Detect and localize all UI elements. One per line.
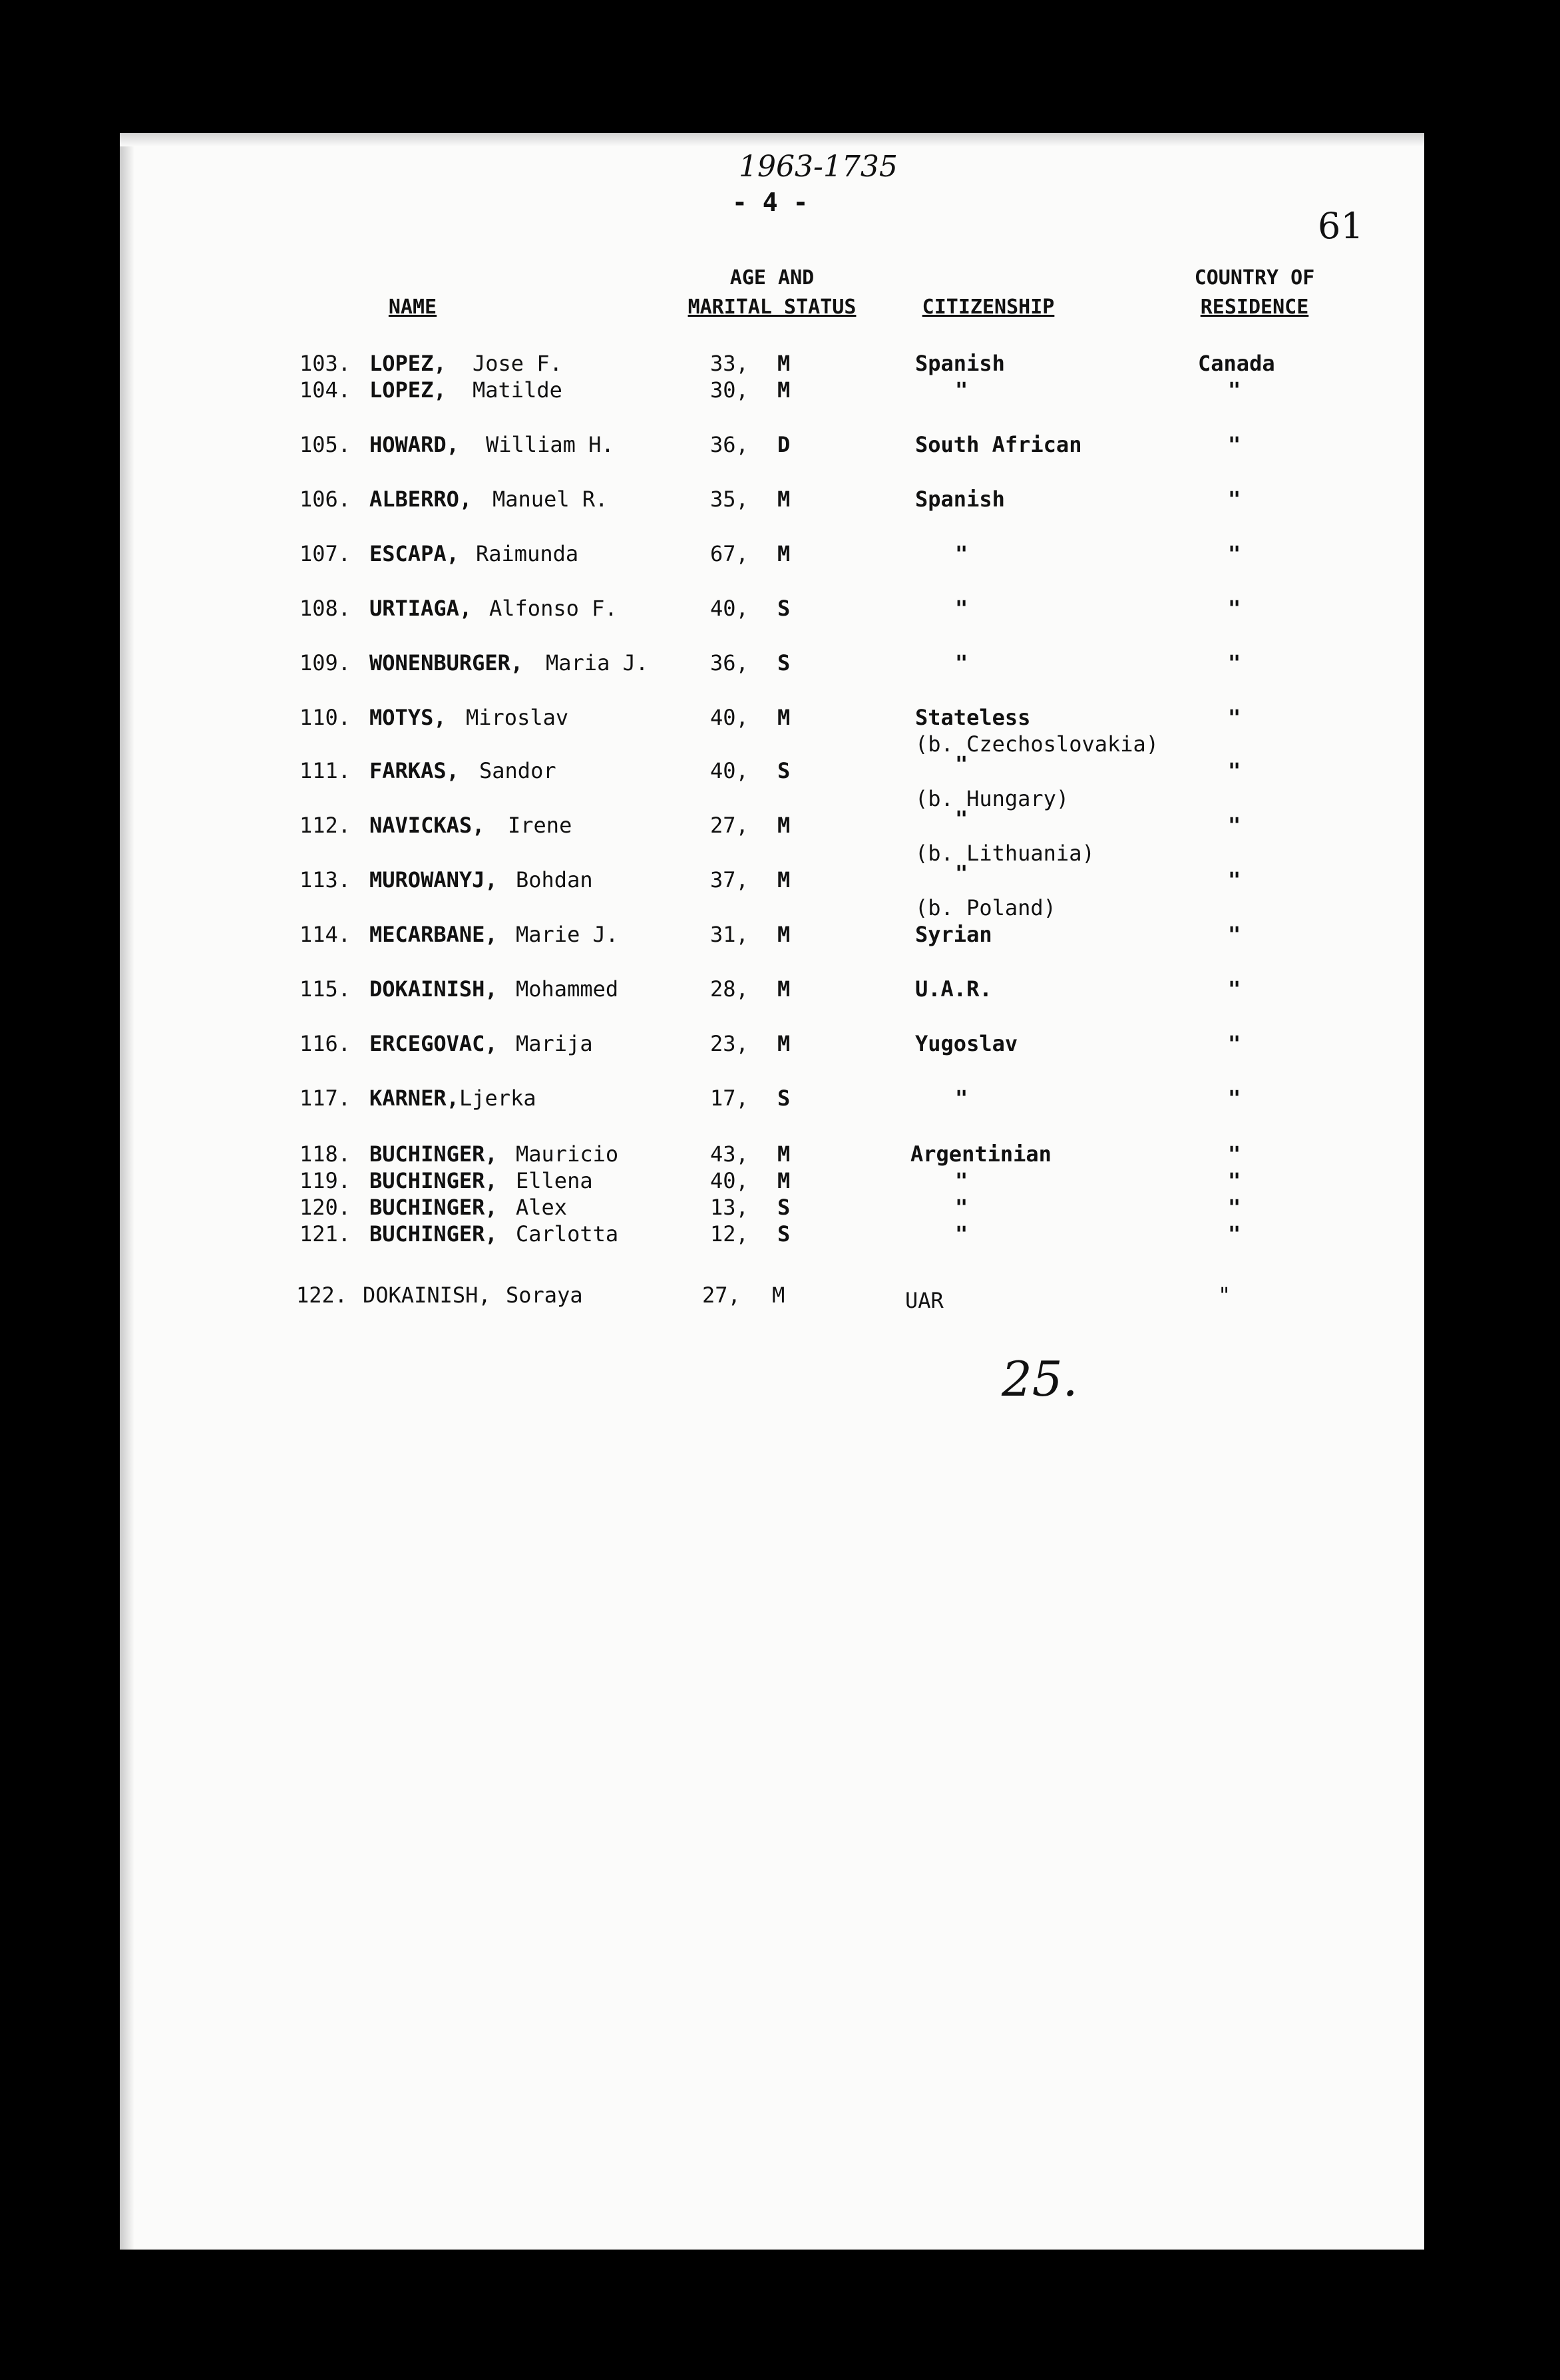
row-residence: "	[1228, 541, 1241, 566]
row-status: S	[777, 1195, 791, 1220]
row-given-name: Alfonso F.	[489, 596, 618, 621]
row-age: 31,	[710, 922, 749, 947]
row-age: 35,	[710, 487, 749, 512]
row-surname: ERCEGOVAC,	[369, 1031, 498, 1056]
row-birthplace-note: (b. Hungary)	[915, 786, 1070, 811]
row-given-name: Raimunda	[476, 541, 579, 566]
header-citizenship-label: CITIZENSHIP	[922, 296, 1055, 319]
row-status: M	[772, 1283, 785, 1308]
row-status: S	[777, 1221, 791, 1247]
row-surname: DOKAINISH,	[363, 1283, 491, 1308]
row-status: M	[777, 377, 791, 403]
row-age: 40,	[710, 758, 749, 783]
row-surname: FARKAS,	[369, 758, 459, 783]
row-residence: "	[1228, 1221, 1241, 1247]
row-residence: "	[1228, 867, 1241, 892]
row-citizenship: "	[955, 861, 968, 886]
row-status: M	[777, 922, 791, 947]
row-residence: "	[1228, 650, 1241, 676]
row-status: M	[777, 976, 791, 1002]
row-residence: "	[1228, 922, 1241, 947]
row-citizenship: "	[955, 377, 968, 403]
row-residence: "	[1228, 487, 1241, 512]
row-residence: "	[1228, 976, 1241, 1002]
page-top-shadow	[120, 133, 1424, 146]
row-given-name: Mauricio	[516, 1141, 619, 1167]
row-age: 33,	[710, 351, 749, 376]
row-number: 108.	[299, 596, 351, 621]
row-age: 27,	[702, 1283, 741, 1308]
row-residence: "	[1228, 1031, 1241, 1056]
row-residence: "	[1228, 758, 1241, 783]
row-age: 36,	[710, 432, 749, 457]
row-age: 36,	[710, 650, 749, 676]
row-given-name: Miroslav	[466, 705, 569, 730]
row-status: S	[777, 650, 791, 676]
row-number: 109.	[299, 650, 351, 676]
row-surname: HOWARD,	[369, 432, 459, 457]
row-age: 67,	[710, 541, 749, 566]
row-surname: MUROWANYJ,	[369, 867, 498, 892]
row-status: M	[777, 541, 791, 566]
row-citizenship: Argentinian	[910, 1141, 1052, 1167]
row-status: S	[777, 596, 791, 621]
row-status: M	[777, 1141, 791, 1167]
header-country	[1171, 264, 1338, 322]
row-surname: URTIAGA,	[369, 596, 473, 621]
row-citizenship: "	[955, 596, 968, 621]
row-citizenship: "	[955, 1195, 968, 1220]
row-citizenship: Spanish	[915, 487, 1005, 512]
row-citizenship: "	[955, 1086, 968, 1111]
header-citizenship	[905, 293, 1072, 322]
header-name	[346, 293, 479, 322]
row-citizenship: South African	[915, 432, 1082, 457]
row-number: 105.	[299, 432, 351, 457]
header-country-line1: COUNTRY OF	[1194, 266, 1315, 290]
row-birthplace-note: (b. Lithuania)	[915, 841, 1095, 866]
header-age-status	[659, 264, 885, 322]
row-surname: ALBERRO,	[369, 487, 473, 512]
row-number: 111.	[299, 758, 351, 783]
row-age: 40,	[710, 596, 749, 621]
row-given-name: Sandor	[479, 758, 556, 783]
row-number: 114.	[299, 922, 351, 947]
row-number: 117.	[299, 1086, 351, 1111]
row-surname: KARNER,	[369, 1086, 459, 1111]
row-residence: "	[1228, 596, 1241, 621]
row-residence: "	[1228, 377, 1241, 403]
row-given-name: Alex	[516, 1195, 568, 1220]
row-given-name: Marie J.	[516, 922, 619, 947]
row-citizenship: "	[955, 751, 968, 777]
row-citizenship: "	[955, 806, 968, 831]
row-given-name: Jose F.	[473, 351, 562, 376]
row-citizenship: U.A.R.	[915, 976, 992, 1002]
row-status: M	[777, 705, 791, 730]
row-given-name: Marija	[516, 1031, 593, 1056]
row-citizenship: "	[955, 1168, 968, 1193]
row-surname: LOPEZ,	[369, 377, 447, 403]
page-edge-shadow	[120, 133, 134, 2250]
row-citizenship: "	[955, 650, 968, 676]
row-citizenship: Spanish	[915, 351, 1005, 376]
row-surname: BUCHINGER,	[369, 1221, 498, 1247]
row-surname: MECARBANE,	[369, 922, 498, 947]
row-number: 116.	[299, 1031, 351, 1056]
row-given-name: Matilde	[473, 377, 562, 403]
row-number: 107.	[299, 541, 351, 566]
row-residence: Canada	[1198, 351, 1275, 376]
row-surname: BUCHINGER,	[369, 1168, 498, 1193]
header-age-line1: AGE AND	[729, 266, 815, 290]
handwritten-note: 25.	[1002, 1351, 1078, 1407]
row-citizenship: Yugoslav	[915, 1031, 1018, 1056]
row-status: S	[777, 1086, 791, 1111]
row-number: 120.	[299, 1195, 351, 1220]
row-surname: LOPEZ,	[369, 351, 447, 376]
row-citizenship: "	[955, 541, 968, 566]
row-birthplace-note: (b. Poland)	[915, 895, 1056, 920]
row-birthplace-note: (b. Czechoslovakia)	[915, 731, 1159, 757]
row-given-name: Irene	[508, 813, 572, 838]
row-surname: BUCHINGER,	[369, 1195, 498, 1220]
row-age: 17,	[710, 1086, 749, 1111]
row-given-name: Soraya	[506, 1283, 583, 1308]
row-residence: "	[1228, 1086, 1241, 1111]
row-status: M	[777, 487, 791, 512]
row-number: 115.	[299, 976, 351, 1002]
row-surname: DOKAINISH,	[369, 976, 498, 1002]
row-residence: "	[1228, 432, 1241, 457]
row-given-name: Manuel R.	[492, 487, 608, 512]
header-name-label: NAME	[388, 296, 437, 319]
row-given-name: Ellena	[516, 1168, 593, 1193]
row-status: M	[777, 813, 791, 838]
row-status: M	[777, 1031, 791, 1056]
row-given-name: Maria J.	[546, 650, 649, 676]
row-residence: "	[1228, 1195, 1241, 1220]
row-age: 37,	[710, 867, 749, 892]
row-surname: NAVICKAS,	[369, 813, 485, 838]
row-number: 112.	[299, 813, 351, 838]
row-number: 119.	[299, 1168, 351, 1193]
row-residence: "	[1228, 813, 1241, 838]
row-age: 28,	[710, 976, 749, 1002]
row-age: 27,	[710, 813, 749, 838]
header-age-line2: MARITAL STATUS	[687, 296, 857, 319]
row-residence: "	[1228, 705, 1241, 730]
row-status: M	[777, 867, 791, 892]
row-number: 110.	[299, 705, 351, 730]
row-age: 43,	[710, 1141, 749, 1167]
row-age: 13,	[710, 1195, 749, 1220]
row-number: 113.	[299, 867, 351, 892]
row-age: 40,	[710, 1168, 749, 1193]
row-residence: "	[1228, 1168, 1241, 1193]
row-surname: MOTYS,	[369, 705, 447, 730]
row-status: M	[777, 1168, 791, 1193]
handwritten-reference: 1963-1735	[739, 150, 898, 184]
row-citizenship: Stateless	[915, 705, 1031, 730]
row-citizenship: Syrian	[915, 922, 992, 947]
header-country-line2: RESIDENCE	[1200, 296, 1309, 319]
row-age: 12,	[710, 1221, 749, 1247]
row-number: 106.	[299, 487, 351, 512]
row-status: M	[777, 351, 791, 376]
row-number: 104.	[299, 377, 351, 403]
row-residence: "	[1228, 1141, 1241, 1167]
page-marker: - 4 -	[732, 188, 809, 217]
row-surname: BUCHINGER,	[369, 1141, 498, 1167]
row-status: S	[777, 758, 791, 783]
row-surname: WONENBURGER,	[369, 650, 524, 676]
row-age: 23,	[710, 1031, 749, 1056]
page-number: 61	[1318, 205, 1364, 247]
row-number: 118.	[299, 1141, 351, 1167]
row-number: 122.	[296, 1283, 348, 1308]
row-given-name: William H.	[486, 432, 614, 457]
row-status: D	[777, 432, 791, 457]
row-given-name: Ljerka	[459, 1086, 536, 1111]
row-number: 103.	[299, 351, 351, 376]
row-citizenship: "	[955, 1221, 968, 1247]
row-given-name: Carlotta	[516, 1221, 619, 1247]
row-age: 40,	[710, 705, 749, 730]
row-given-name: Bohdan	[516, 867, 593, 892]
row-citizenship: UAR	[905, 1288, 944, 1313]
row-age: 30,	[710, 377, 749, 403]
row-number: 121.	[299, 1221, 351, 1247]
row-residence: "	[1218, 1283, 1231, 1308]
row-surname: ESCAPA,	[369, 541, 459, 566]
row-given-name: Mohammed	[516, 976, 619, 1002]
